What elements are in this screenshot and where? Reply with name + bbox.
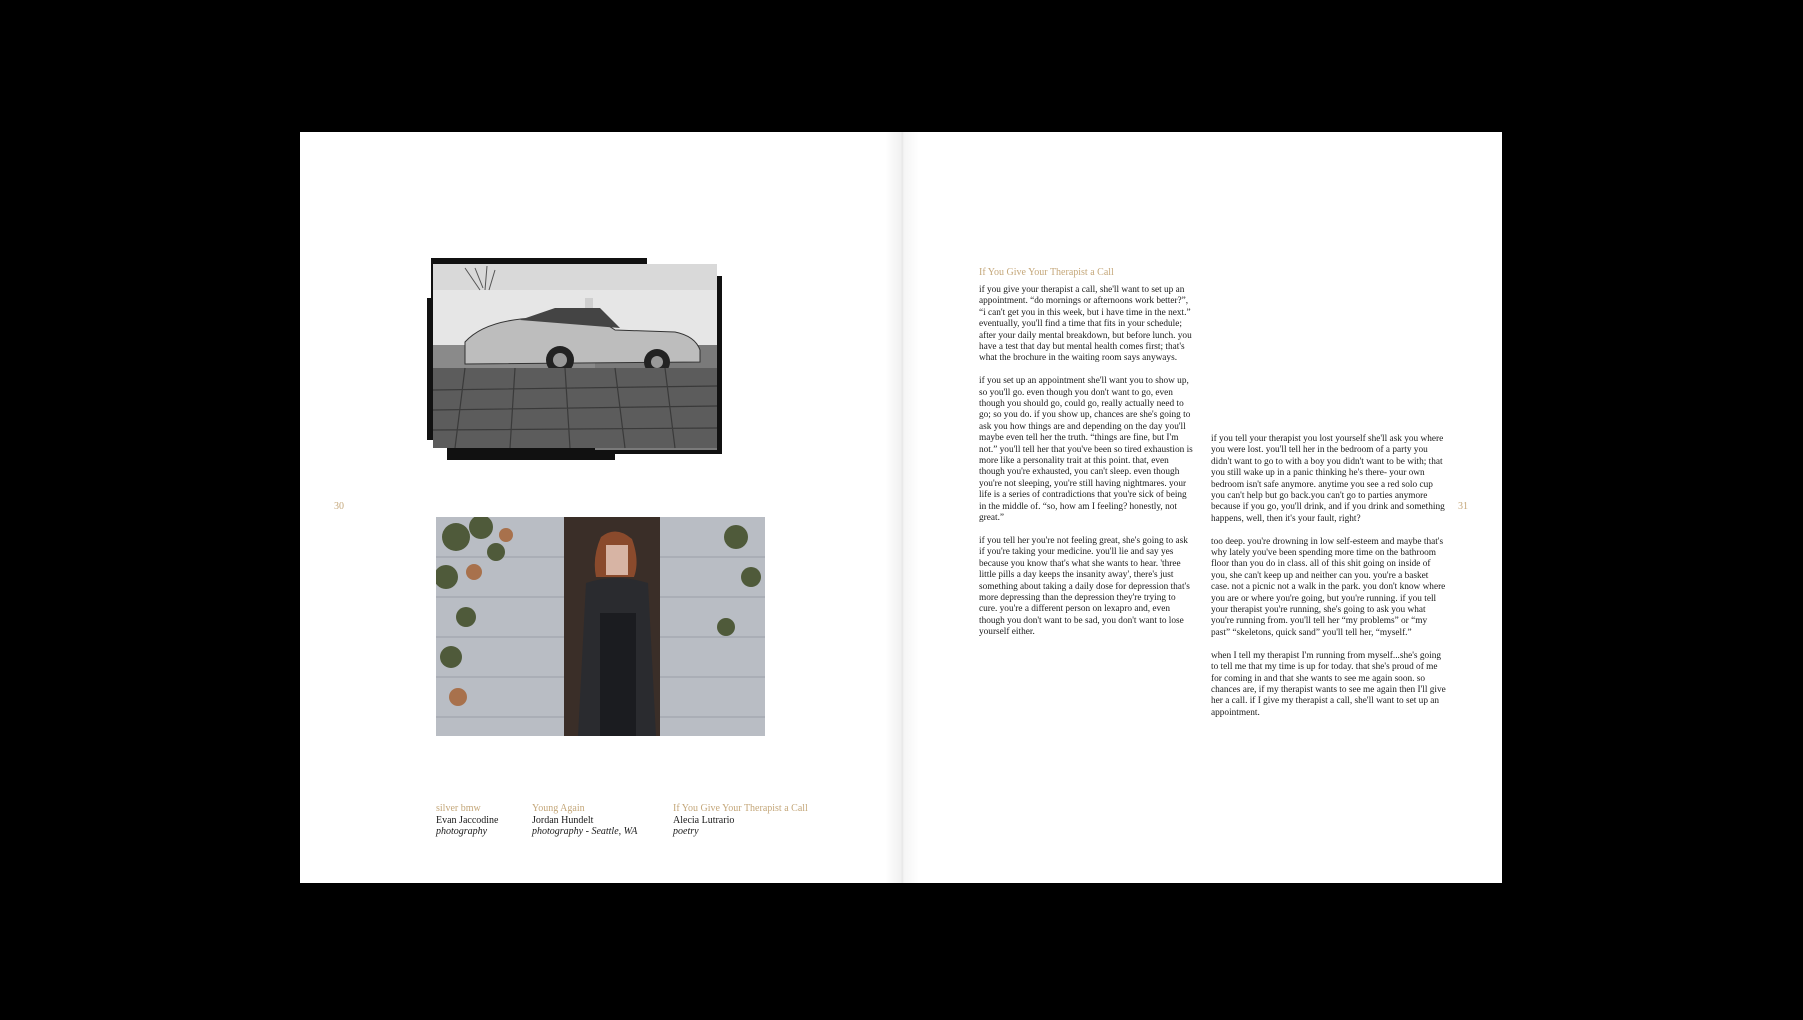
credit-role: poetry xyxy=(673,826,699,837)
poem-column-1 xyxy=(979,285,1194,650)
page-number-right: 31 xyxy=(1458,501,1468,512)
right-page xyxy=(902,132,1502,883)
woman-in-doorway-photo xyxy=(436,517,765,736)
left-page xyxy=(300,132,902,883)
poem-paragraph: if you tell her you're not feeling great, she's going to ask if you're taking your medicine. you'll lie and say yes because you know that's what she wants to hear. 'three little pills a day keeps the insanity away', there's just something about taking a daily dose for depression that's more depressing than the depression they're trying to cure. you're a different person on lexapro and, even though you don't want to be sad, you don't want to lose yourself either. xyxy=(979,535,1190,638)
poem-paragraph: too deep. you're drowning in low self-esteem and maybe that's why lately you've been spending more time on the bathroom floor than you do in class. all of this shit going on inside of you, she can't keep up and neither can you. you're a basket case. not a picnic not a walk in the park. you don't know where you are or where you're going, but you're running. if you tell your therapist you're running, she's going to ask you what you're running from. you'll tell her “my problems” or “my past” “skeletons, quick sand” you'll tell her, “myself.” xyxy=(1211,536,1446,638)
credit-block-1 xyxy=(436,803,498,838)
credit-role: photography xyxy=(436,826,488,837)
credit-block-2 xyxy=(532,803,637,838)
magazine-spread xyxy=(300,132,1502,883)
credit-title: Young Again xyxy=(532,803,585,814)
credit-title: silver bmw xyxy=(436,803,481,814)
poem-paragraph: if you give your therapist a call, she'll want to set up an appointment. “do mornings or afternoons work better?”, “i can't get you in this week, but i have time in the next.” eventually, you'll find a time that fits in your schedule; after your daily mental breakdown, but before lunch. you have a test that day but mental health comes first; that's what the brochure in the waiting room says anyways. xyxy=(979,285,1192,364)
poem-column-2 xyxy=(1211,434,1447,731)
credit-role: photography - Seattle, WA xyxy=(532,826,638,837)
bw-car-collage-photo xyxy=(425,250,765,460)
poem-paragraph: if you set up an appointment she'll want you to show up, so you'll go. even though you don't want to go, even though you should go, could go, really actually need to go; so you do. if you show up, chances are she's going to ask you how things are and depending on the day you'll maybe even tell her the truth. “things are fine, but I'm not.” you'll tell her that you've been so tired exhaustion is more like a personality trait at this point. that, even though you're exhausted, you can't sleep. even though you're not sleeping, you're still having nightmares. your life is a series of contradictions that you're sick of being in the middle of. “so, how am I feeling? honestly, not great.” xyxy=(979,376,1193,524)
credit-name: Alecia Lutrario xyxy=(673,814,735,826)
credit-name: Jordan Hundelt xyxy=(532,814,594,826)
poem-paragraph: if you tell your therapist you lost yourself she'll ask you where you were lost. you'll tell her in the bedroom of a party you didn't want to go to with a boy you didn't want to be with; that you still wake up in a panic thinking he's there- your own bedroom isn't safe anymore. anytime you see a red solo cup you can't help but go back.you can't go to parties anymore because if you go, you'll drink, and if you drink and something happens, well, then it's your fault, right? xyxy=(1211,434,1445,524)
poem-paragraph: when I tell my therapist I'm running from myself...she's going to tell me that my time is up for today. that she's proud of me for coming in and that she wants to see me again soon. so chances are, if my therapist wants to see me again then I'll give her a call. if I give my therapist a call, she'll want to set up an appointment. xyxy=(1211,650,1446,718)
credit-title: If You Give Your Therapist a Call xyxy=(673,803,808,814)
page-number-left: 30 xyxy=(334,501,344,512)
poem-title: If You Give Your Therapist a Call xyxy=(979,267,1114,278)
credit-block-3 xyxy=(673,803,808,838)
credit-name: Evan Jaccodine xyxy=(436,814,499,826)
spine-gutter xyxy=(885,132,919,883)
